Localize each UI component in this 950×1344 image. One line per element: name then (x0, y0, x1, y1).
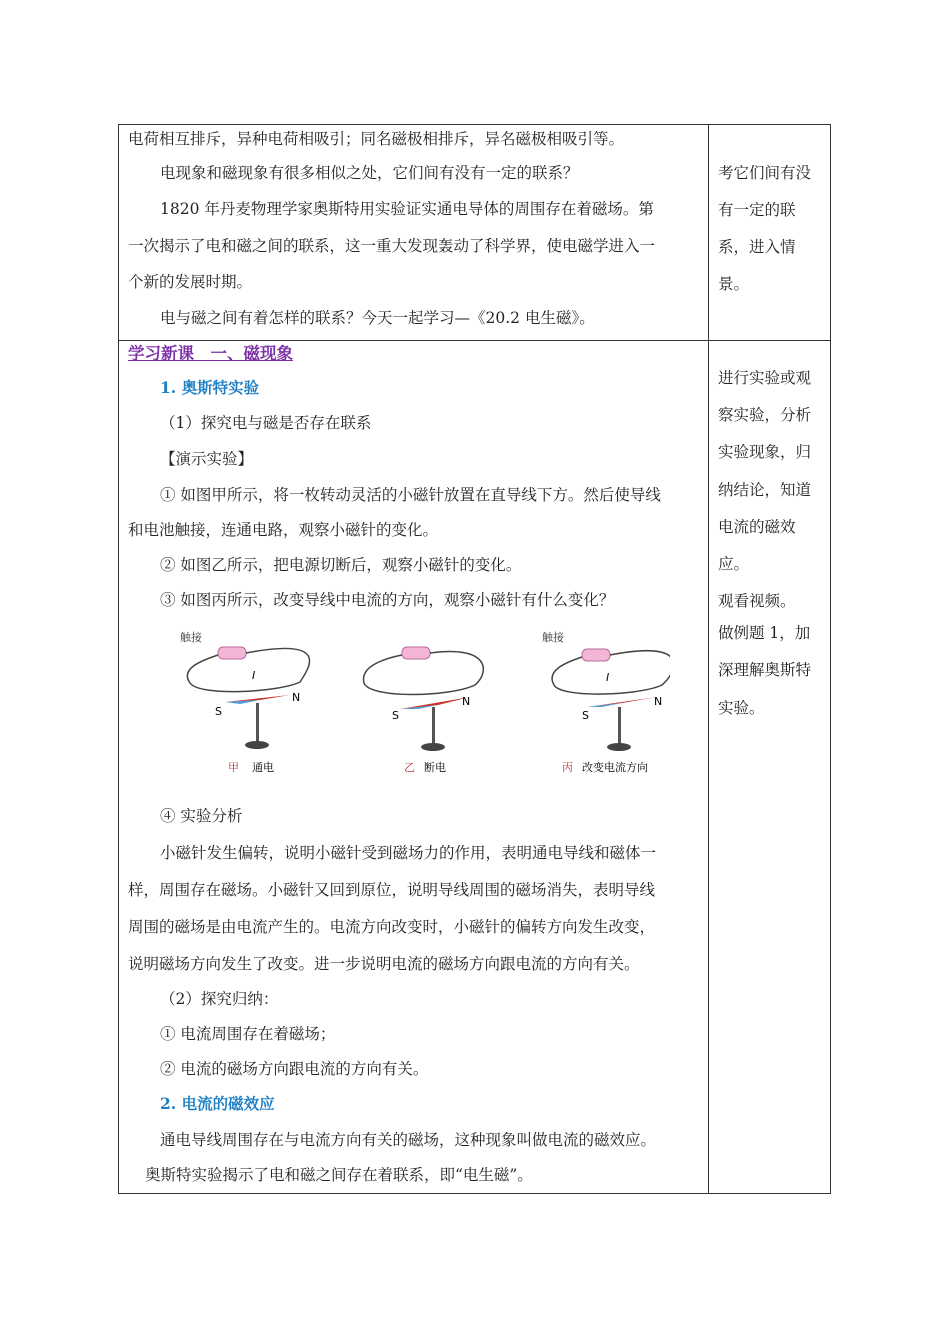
side-note-4: 景。 (718, 275, 750, 293)
section-title: 学习新课 一、磁现象 (128, 344, 293, 363)
current-label-1: I (252, 669, 256, 682)
caption-mark-2: 乙 (404, 761, 415, 774)
panel-reversed (542, 630, 670, 774)
wire-1 (187, 648, 309, 691)
south-label-2: S (392, 709, 399, 722)
base-3 (607, 743, 631, 751)
analysis-1: 小磁针发生偏转，说明小磁针受到磁场力的作用，表明通电导线和磁体一 (160, 844, 657, 862)
step-3: ③ 如图丙所示，改变导线中电流的方向，观察小磁针有什么变化？ (160, 591, 615, 609)
subheading-oersted: 1. 奥斯特实验 (160, 378, 260, 397)
step-4: ④ 实验分析 (160, 807, 243, 825)
caption-text-2: 断电 (424, 761, 446, 774)
side-note-9: 电流的磁效 (718, 518, 796, 536)
side-note-8: 纳结论，知道 (718, 481, 812, 499)
experiment-figure (170, 627, 670, 782)
caption-text-3: 改变电流方向 (582, 761, 648, 774)
wire-3 (552, 651, 670, 694)
subheading-magnetic-effect: 2. 电流的磁效应 (160, 1094, 275, 1113)
step-2: ② 如图乙所示，把电源切断后，观察小磁针的变化。 (160, 556, 522, 574)
base-1 (245, 741, 269, 749)
base-2 (421, 743, 445, 751)
effect-2: 奥斯特实验揭示了电和磁之间存在着联系，即“电生磁”。 (145, 1166, 533, 1184)
side-note-3: 系，进入情 (718, 238, 796, 256)
stand-3 (618, 707, 621, 745)
conclusion-2: ② 电流的磁场方向跟电流的方向有关。 (160, 1060, 429, 1078)
battery-3 (582, 649, 610, 661)
paragraph-oersted-1: 1820 年丹麦物理学家奥斯特用实验证实通电导体的周围存在着磁场。第 (160, 200, 654, 218)
side-note-1: 考它们间有没 (718, 164, 812, 182)
panel-energized (180, 630, 310, 774)
row-divider (119, 340, 830, 341)
analysis-2: 样，周围存在磁场。小磁针又回到原位，说明导线周围的磁场消失，表明导线 (128, 881, 656, 899)
side-note-10: 应。 (718, 555, 750, 573)
demo-label: 【演示实验】 (160, 450, 254, 468)
panel-cut-off (364, 647, 484, 774)
paragraph-oersted-2: 一次揭示了电和磁之间的联系，这一重大发现轰动了科学界，使电磁学进入一 (128, 237, 656, 255)
side-note-5: 进行实验或观 (718, 369, 812, 387)
north-label-1: N (292, 691, 301, 704)
column-divider (708, 125, 709, 1193)
analysis-4: 说明磁场方向发生了改变。进一步说明电流的磁场方向跟电流的方向有关。 (128, 955, 640, 973)
north-label-2: N (462, 695, 471, 708)
side-note-12: 做例题 1，加 (718, 624, 811, 642)
south-label-3: S (582, 709, 589, 722)
side-note-2: 有一定的联 (718, 201, 796, 219)
paragraph-charges: 电荷相互排斥，异种电荷相吸引；同名磁极相排斥，异名磁极相吸引等。 (128, 130, 625, 148)
side-note-6: 察实验，分析 (718, 406, 812, 424)
side-note-7: 实验现象，归 (718, 443, 812, 461)
side-note-14: 实验。 (718, 699, 765, 717)
current-label-3: I (606, 671, 610, 684)
side-note-11: 观看视频。 (718, 592, 796, 610)
question-2: （2）探究归纳： (160, 990, 279, 1008)
south-label-1: S (215, 705, 222, 718)
needle-north-3 (587, 697, 657, 707)
effect-1: 通电导线周围存在与电流方向有关的磁场，这种现象叫做电流的磁效应。 (160, 1131, 657, 1149)
step-1b: 和电池触接，连通电路，观察小磁针的变化。 (128, 521, 439, 539)
caption-mark-1: 甲 (228, 761, 239, 774)
analysis-3: 周围的磁场是由电流产生的。电流方向改变时，小磁针的偏转方向发生改变， (128, 918, 656, 936)
battery-2 (402, 647, 430, 659)
paragraph-intro: 电与磁之间有着怎样的联系？今天一起学习—《20.2 电生磁》。 (160, 309, 595, 327)
needle-north-1 (225, 695, 290, 702)
paragraph-oersted-3: 个新的发展时期。 (128, 273, 253, 291)
stand-2 (432, 707, 435, 745)
caption-text-1: 通电 (252, 761, 274, 774)
paragraph-question: 电现象和磁现象有很多相似之处，它们间有没有一定的联系？ (160, 164, 579, 182)
touch-label-1: 触接 (180, 631, 202, 644)
step-1a: ① 如图甲所示，将一枚转动灵活的小磁针放置在直导线下方。然后使导线 (160, 486, 661, 504)
stand-1 (256, 703, 259, 743)
touch-label-3: 触接 (542, 631, 564, 644)
conclusion-1: ① 电流周围存在着磁场； (160, 1025, 336, 1043)
side-note-13: 深理解奥斯特 (718, 661, 812, 679)
caption-mark-3: 丙 (562, 761, 573, 774)
battery-1 (218, 647, 246, 659)
north-label-3: N (654, 695, 663, 708)
oersted-diagram (170, 627, 670, 782)
question-1: （1）探究电与磁是否存在联系 (160, 414, 372, 432)
